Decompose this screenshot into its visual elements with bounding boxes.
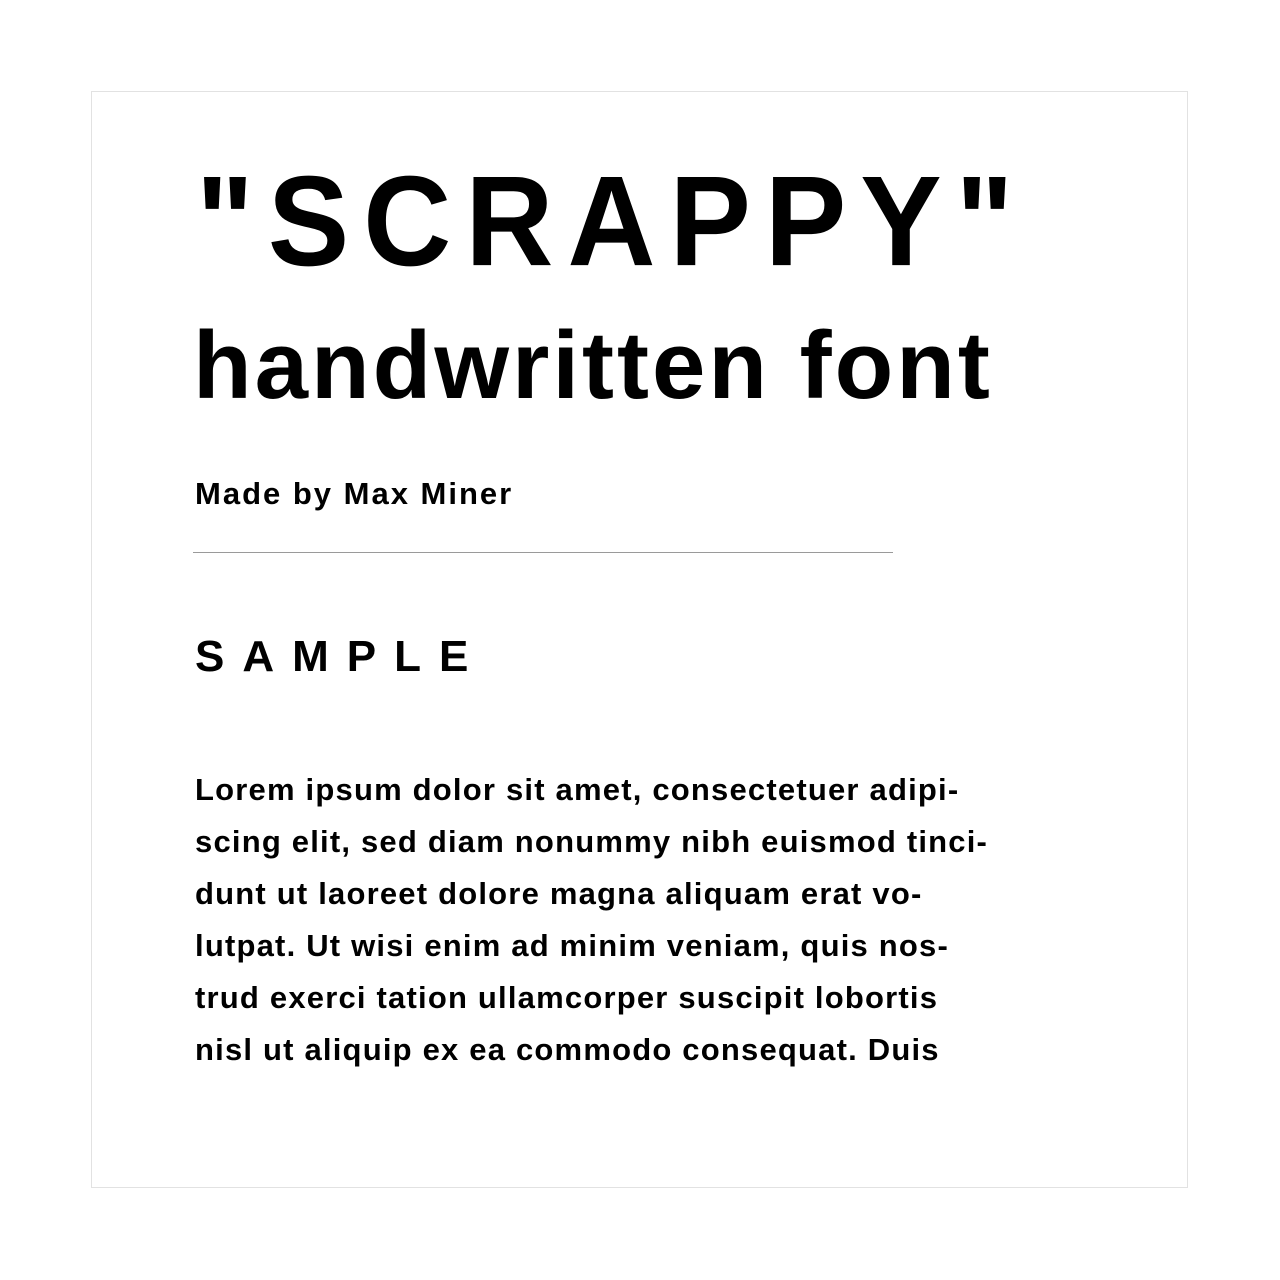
- byline: Made by Max Miner: [195, 476, 514, 511]
- section-heading: SAMPLE: [195, 632, 487, 681]
- title-line-1: "SCRAPPY": [196, 149, 1028, 293]
- title-line-2: handwritten font: [193, 312, 993, 419]
- paragraph-line: trud exerci tation ullamcorper suscipit lobortis: [195, 980, 939, 1015]
- paragraph-line: Lorem ipsum dolor sit amet, consectetuer adipi-: [195, 772, 960, 807]
- paragraph-line: nisl ut aliquip ex ea commodo consequat. Duis: [195, 1032, 940, 1067]
- paragraph-line: scing elit, sed diam nonummy nibh euismod tinci-: [195, 824, 989, 859]
- sample-paragraph: [195, 764, 988, 1076]
- paragraph-line: lutpat. Ut wisi enim ad minim veniam, quis nos-: [195, 928, 950, 963]
- divider: [193, 552, 893, 553]
- paragraph-line: dunt ut laoreet dolore magna aliquam erat vo-: [195, 876, 923, 911]
